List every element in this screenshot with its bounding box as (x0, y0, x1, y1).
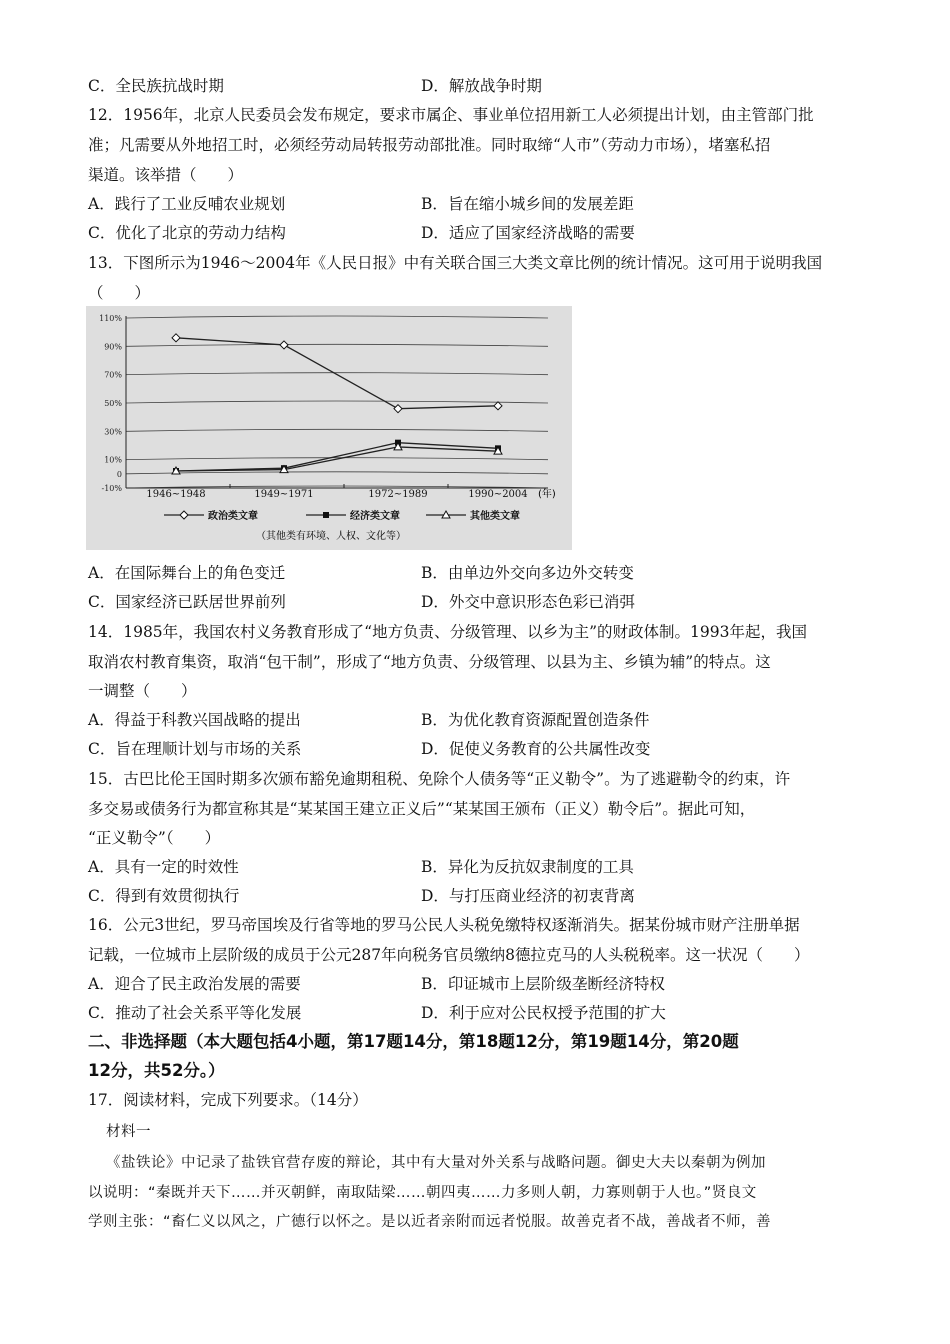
x-tick-label: 1949~1971 (254, 489, 314, 500)
material-paragraph-line2: 以说明：“秦既并天下……并灭朝鲜，南取陆梁……朝四夷……力多则人朝，力寡则朝于人也。”贤良文 (88, 1185, 757, 1201)
y-tick-label: 90% (104, 342, 122, 352)
series-line-2 (176, 443, 498, 471)
chart-svg (86, 306, 572, 550)
material-title: 材料一 (106, 1124, 151, 1140)
text-line-l10: C．国家经济已跃居世界前列 (88, 593, 286, 611)
chart-note: （其他类有环境、人权、文化等） (256, 531, 406, 542)
text-line-l21: 16．公元3世纪，罗马帝国埃及行省等地的罗马公民人头税免缴特权逐渐消失。据某份城市财产注册单据 (88, 916, 800, 934)
series-line-3 (176, 447, 498, 471)
text-line-l14: A．得益于科教兴国战略的提出 (88, 711, 301, 729)
text-line-l22: 记载，一位城市上层阶级的成员于公元287年向税务官员缴纳8德拉克马的人头税税率。这一状况（ ） (88, 946, 810, 964)
text-line-l19: A．具有一定的时效性 (88, 858, 239, 876)
text-line-l15b: D．促使义务教育的公共属性改变 (421, 740, 651, 758)
text-line-l11: 14．1985年，我国农村义务教育形成了“地方负责、分级管理、以乡为主”的财政体制。1993年起，我国 (88, 623, 807, 641)
text-line-l23b: B．印证城市上层阶级垄断经济特权 (421, 975, 665, 993)
text-line-l5: A．践行了工业反哺农业规划 (88, 195, 286, 213)
text-line-l19b: B．异化为反抗奴隶制度的工具 (421, 858, 634, 876)
text-line-l17: 多交易或债务行为都宣称其是“某某国王建立正义后”“某某国王颁布（正义）勒令后”。据此可知， (88, 800, 756, 818)
legend-label: 经济类文章 (350, 511, 400, 522)
material-paragraph-line3: 学则主张：“畜仁义以风之，广德行以怀之。是以近者亲附而远者悦服。故善克者不战，善战者不师，善 (88, 1214, 772, 1230)
gridline (126, 472, 548, 474)
text-line-l6b: D．适应了国家经济战略的需要 (421, 224, 635, 242)
legend-marker-diamond (180, 511, 188, 519)
x-tick-label: 1972~1989 (368, 489, 428, 500)
x-tick-label: 1946~1948 (146, 489, 206, 500)
text-line-l9b: B．由单边外交向多边外交转变 (421, 564, 634, 582)
text-line-l20b: D．与打压商业经济的初衷背离 (421, 887, 635, 905)
y-tick-label: 30% (104, 427, 122, 437)
legend-label: 政治类文章 (208, 511, 258, 522)
text-line-l12: 取消农村教育集资，取消“包干制”，形成了“地方负责、分级管理、以县为主、乡镇为辅”的特点。这 (88, 653, 771, 671)
text-line-l6: C．优化了北京的劳动力结构 (88, 224, 286, 242)
y-tick-label: 110% (99, 314, 122, 323)
text-line-l5b: B．旨在缩小城乡间的发展差距 (421, 195, 634, 213)
y-tick-label: -10% (101, 484, 122, 493)
y-tick-label: 50% (104, 399, 122, 408)
text-line-l3: 准；凡需要从外地招工时，必须经劳动局转报劳动部批准。同时取缔“人市”（劳动力市场），堵塞私招 (88, 136, 771, 154)
text-line-l7: 13．下图所示为1946～2004年《人民日报》中有关联合国三大类文章比例的统计情况。这可用于说明我国 (88, 254, 823, 272)
text-line-l8: （ ） (88, 284, 151, 302)
data-point-diamond (394, 405, 402, 413)
text-line-l10b: D．外交中意识形态色彩已消弭 (421, 593, 635, 611)
text-line-l20: C．得到有效贯彻执行 (88, 887, 240, 905)
material-paragraph-line1: 《盐铁论》中记录了盐铁官营存废的辩论，其中有大量对外关系与战略问题。御史大夫以秦朝为例加 (106, 1155, 766, 1171)
x-unit-label: (年) (538, 489, 556, 500)
y-tick-label: 0 (116, 469, 122, 479)
text-line-l4: 渠道。该举措（ ） (88, 166, 244, 184)
data-point-diamond (280, 341, 288, 349)
gridline (126, 316, 548, 318)
text-line-l2: 12．1956年，北京人民委员会发布规定，要求市属企、事业单位招用新工人必须提出计划，由主管部门批 (88, 106, 814, 124)
text-line-l24b: D．利于应对公民权授予范围的扩大 (421, 1004, 666, 1022)
text-line-l16: 15．古巴比伦王国时期多次颁布豁免逾期租税、免除个人债务等“正义勒令”。为了逃避勒令的约束，许 (88, 770, 791, 788)
legend-marker-square (323, 512, 329, 518)
legend-label: 其他类文章 (470, 511, 520, 522)
text-line-l1b: D．解放战争时期 (421, 77, 542, 95)
q17-stem: 17．阅读材料，完成下列要求。（14分） (88, 1091, 368, 1109)
gridline (126, 429, 548, 431)
section-heading-line2: 12分，共52分。） (88, 1061, 225, 1080)
text-line-l15: C．旨在理顺计划与市场的关系 (88, 740, 302, 758)
text-line-l14b: B．为优化教育资源配置创造条件 (421, 711, 650, 729)
text-line-l23: A．迎合了民主政治发展的需要 (88, 975, 301, 993)
text-line-l13: 一调整（ ） (88, 682, 197, 700)
x-tick-label: 1990~2004 (468, 489, 528, 500)
text-line-l1: C．全民族抗战时期 (88, 77, 224, 95)
line-chart (86, 306, 572, 550)
section-heading-line1: 二、非选择题（本大题包括4小题，第17题14分，第18题12分，第19题14分，第20题 (88, 1032, 739, 1051)
text-line-l9: A．在国际舞台上的角色变迁 (88, 564, 286, 582)
data-point-diamond (494, 402, 502, 410)
gridline (126, 401, 548, 403)
text-line-l18: “正义勒令”（ ） (88, 829, 221, 847)
gridline (126, 344, 548, 346)
text-line-l24: C．推动了社会关系平等化发展 (88, 1004, 302, 1022)
y-tick-label: 10% (104, 455, 122, 465)
y-tick-label: 70% (104, 370, 122, 380)
data-point-diamond (172, 334, 180, 342)
